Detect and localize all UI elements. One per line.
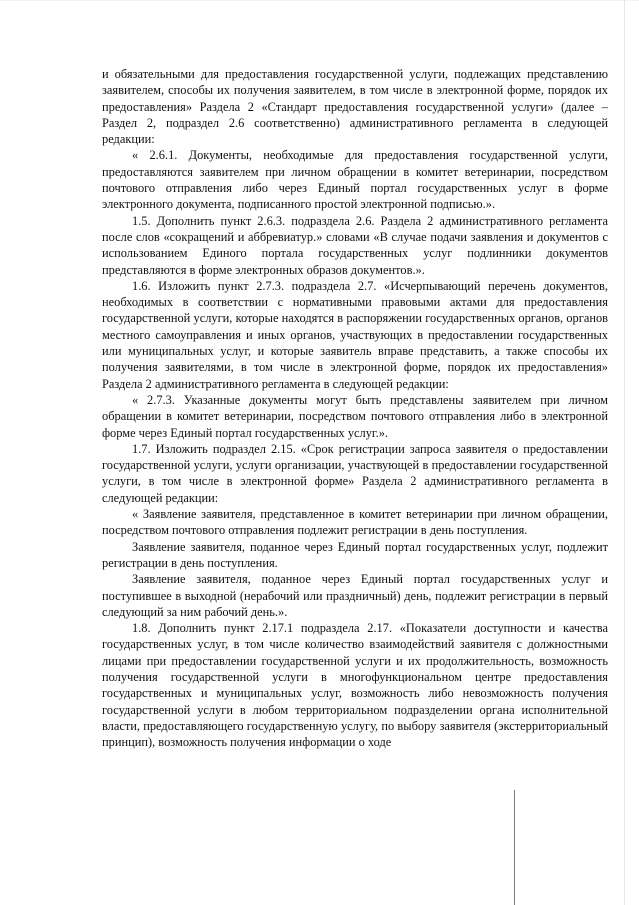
scan-fold-line [514,790,515,905]
document-body [102,66,608,750]
paragraph-1-7: 1.7. Изложить подраздел 2.15. «Срок регистрации запроса заявителя о предоставлении государственной услуги, услуги организации, участвующей в предоставлении государственной услуги, в том числе в электронной форме» Раздела 2 административного регламента в следующей редакции: [102,441,608,505]
paragraph-registration-holiday: Заявление заявителя, поданное через Единый портал государственных услуг и поступившее в выходной (нерабочий или праздничный) день, подлежит регистрации в первый следующий за ним рабочий день.». [102,572,608,619]
scan-edge-right [624,0,625,905]
scan-edge-top [0,0,639,1]
paragraph-registration-portal: Заявление заявителя, поданное через Единый портал государственных услуг, подлежит регистрации в день поступления. [102,539,608,570]
paragraph-registration-personal: « Заявление заявителя, представленное в комитет ветеринарии при личном обращении, посредством почтового отправления подлежит регистрации в день поступления. [102,507,608,538]
paragraph-2-7-3: « 2.7.3. Указанные документы могут быть представлены заявителем при личном обращении в комитет ветеринарии, посредством почтового отправления либо в электронной форме через Единый портал государственных услуг.». [102,392,608,440]
paragraph-1-6: 1.6. Изложить пункт 2.7.3. подраздела 2.7. «Исчерпывающий перечень документов, необходимых в соответствии с нормативными правовыми актами для предоставления государственной услуги, которые находятся в распоряжении государственных органов, органов местного самоуправления и иных органов, участвующих в предоставлении государственных или муниципальных услуг, и которые заявитель вправе представить, а также способы их получения заявителями, в том числе в электронной форме, порядок их предоставления» Раздела 2 административного регламента в следующей редакции: [102,278,608,391]
paragraph-continuation: и обязательными для предоставления государственной услуги, подлежащих представлению заявителем, способы их получения заявителем, в том числе в электронной форме, порядок их предоставления» Раздела 2 «Стандарт предоставления государственной услуги» (далее – Раздел 2, подраздел 2.6 соответственно) административного регламента в следующей редакции: [102,67,608,147]
paragraph-1-5: 1.5. Дополнить пункт 2.6.3. подраздела 2.6. Раздела 2 административного регламента после слов «сокращений и аббревиатур.» словами «В случае подачи заявления и документов с использованием Единого портала государственных услуг подлинники документов представляются в форме электронных образов документов.». [102,213,608,277]
paragraph-2-6-1: « 2.6.1. Документы, необходимые для предоставления государственной услуги, предоставляются заявителем при личном обращении в комитет ветеринарии, посредством почтового отправления либо через Единый портал государственных услуг в форме электронного документа, подписанного простой электронной подписью.». [102,148,608,212]
paragraph-1-8: 1.8. Дополнить пункт 2.17.1 подраздела 2.17. «Показатели доступности и качества государственных услуг, в том числе количество взаимодействий заявителя с должностными лицами при предоставлении государственной услуги и их продолжительность, возможность получения государственной услуги в многофункциональном центре предоставления государственных и муниципальных услуг, возможность либо невозможность получения государственной услуги в любом территориальном подразделении органа исполнительной власти, предоставляющего государственную услугу, по выбору заявителя (экстерриториальный принцип), возможность получения информации о ходе [102,621,608,750]
